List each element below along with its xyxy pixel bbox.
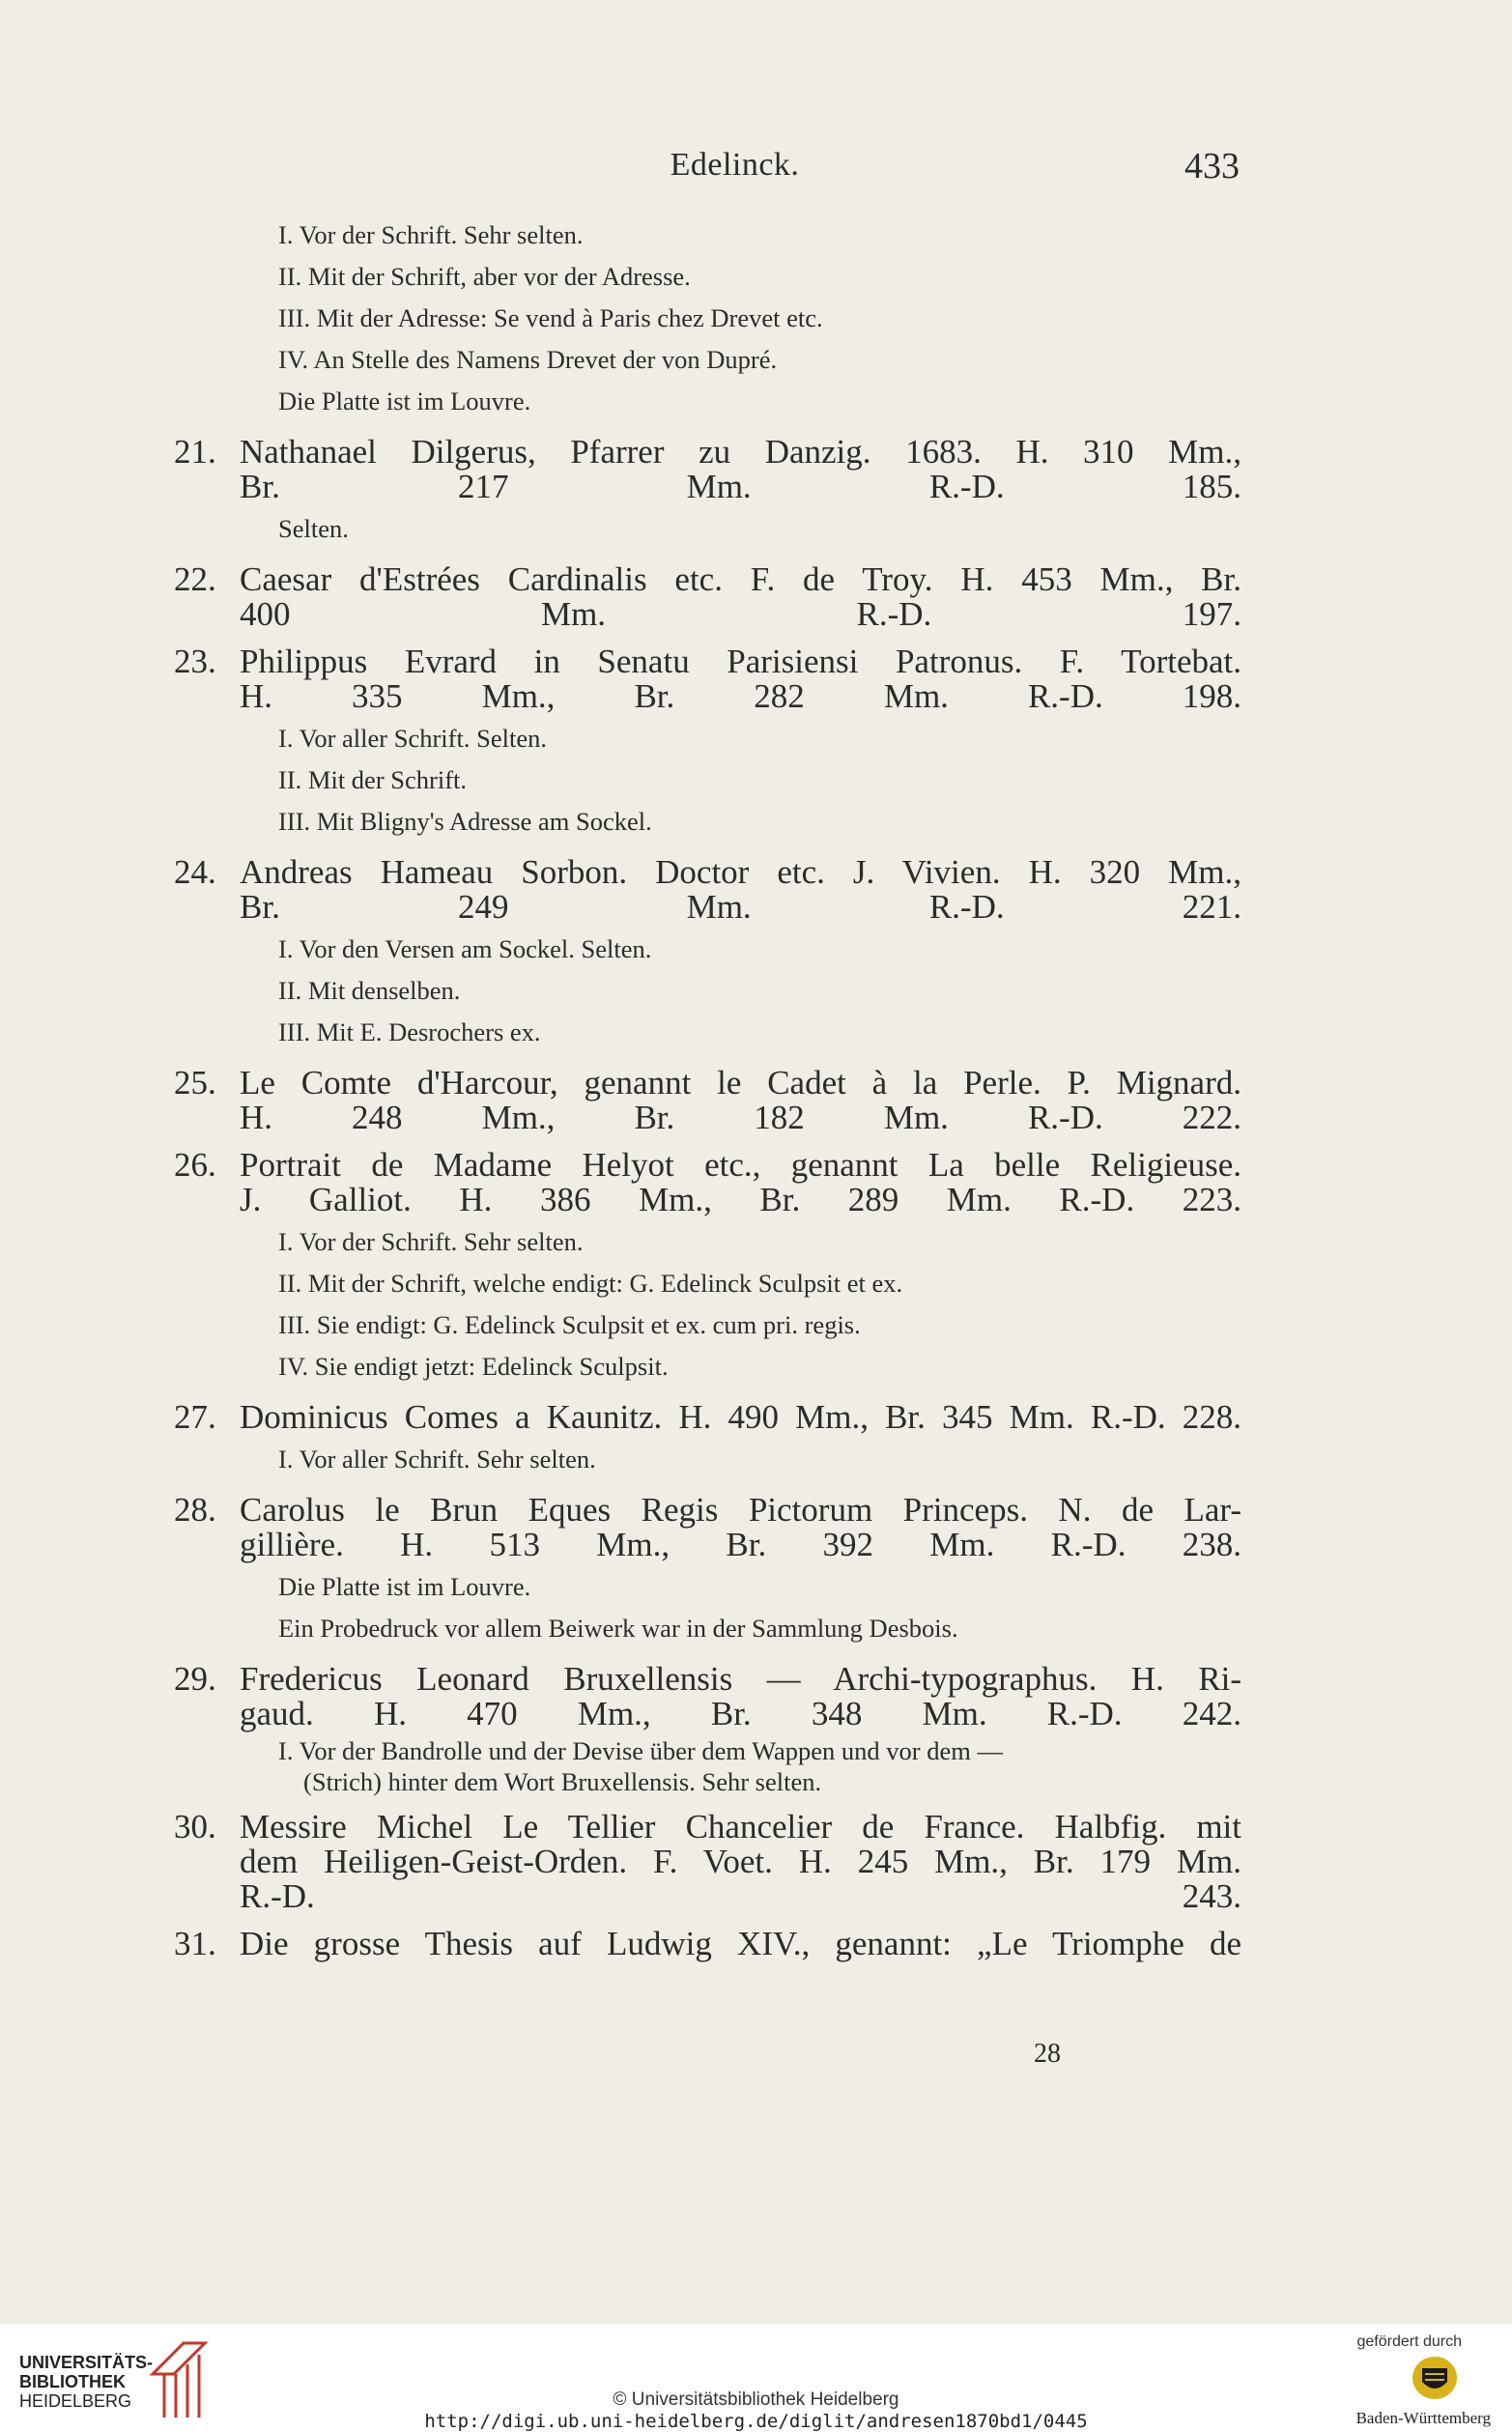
- entry-text-line: gillière. H. 513 Mm., Br. 392 Mm. R.-D. 238.: [240, 1526, 1241, 1563]
- entry-text-line: R.-D. 243.: [240, 1877, 1241, 1915]
- entry-number: 22.: [174, 560, 216, 598]
- permalink-url[interactable]: http://digi.ub.uni-heidelberg.de/diglit/andresen1870bd1/0445: [424, 2411, 1088, 2432]
- state-note: Die Platte ist im Louvre.: [278, 386, 531, 415]
- library-name-line2: BIBLIOTHEK: [19, 2372, 126, 2391]
- entry-text-line: Carolus le Brun Eques Regis Pictorum Princeps. N. de Lar-: [240, 1491, 1241, 1529]
- catalogue-entry: [164, 1148, 1241, 1217]
- entry-number: 26.: [174, 1146, 216, 1184]
- catalogue-entry: [164, 1066, 1241, 1135]
- running-head: Edelinck.: [670, 147, 800, 183]
- page-body: [164, 215, 1241, 1965]
- state-note: II. Mit der Schrift.: [278, 765, 468, 794]
- library-name-line3: HEIDELBERG: [19, 2391, 132, 2411]
- state-note: II. Mit denselben.: [278, 976, 461, 1005]
- state-note-line: I. Vor der Bandrolle und der Devise über dem Wappen und vor dem —: [278, 1736, 1003, 1765]
- state-note: IV. An Stelle des Namens Drevet der von Dupré.: [278, 345, 778, 374]
- state-note: [278, 1735, 1241, 1797]
- state-note: II. Mit der Schrift, welche endigt: G. Edelinck Sculpsit et ex.: [278, 1269, 903, 1298]
- entry-number: 31.: [174, 1925, 216, 1962]
- entry-number: 29.: [174, 1660, 216, 1698]
- entry-text-line: Caesar d'Estrées Cardinalis etc. F. de Troy. H. 453 Mm., Br.: [240, 560, 1241, 598]
- entry-number: 28.: [174, 1491, 216, 1529]
- state-note: I. Vor der Schrift. Sehr selten.: [278, 220, 584, 249]
- entry-text-line: Messire Michel Le Tellier Chancelier de France. Halbfig. mit: [240, 1808, 1241, 1845]
- footer-bar: [0, 2324, 1512, 2432]
- entry-text-line: H. 335 Mm., Br. 282 Mm. R.-D. 198.: [240, 677, 1241, 715]
- state-note: III. Sie endigt: G. Edelinck Sculpsit et ex. cum pri. regis.: [278, 1310, 861, 1339]
- state-note: I. Vor aller Schrift. Sehr selten.: [278, 1445, 596, 1474]
- catalogue-entry: [164, 1810, 1241, 1914]
- entry-text-line: Andreas Hameau Sorbon. Doctor etc. J. Vivien. H. 320 Mm.,: [240, 853, 1241, 891]
- catalogue-entry: [164, 1927, 1241, 1961]
- state-note: III. Mit der Adresse: Se vend à Paris chez Drevet etc.: [278, 303, 823, 332]
- entry-number: 23.: [174, 643, 216, 680]
- state-note: III. Mit E. Desrochers ex.: [278, 1017, 541, 1046]
- entry-text-line: Le Comte d'Harcour, genannt le Cadet à la Perle. P. Mignard.: [240, 1064, 1241, 1102]
- catalogue-entry: [164, 1493, 1241, 1562]
- entry-text-line: H. 248 Mm., Br. 182 Mm. R.-D. 222.: [240, 1099, 1241, 1136]
- copyright-notice: © Universitätsbibliothek Heidelberg: [613, 2389, 899, 2410]
- catalogue-entry: [164, 435, 1241, 504]
- entry-text-line: Dominicus Comes a Kaunitz. H. 490 Mm., Br. 345 Mm. R.-D. 228.: [240, 1398, 1241, 1436]
- entry-number: 30.: [174, 1808, 216, 1845]
- state-note: III. Mit Bligny's Adresse am Sockel.: [278, 807, 652, 836]
- entry-text-line: Die grosse Thesis auf Ludwig XIV., genannt: „Le Triomphe de: [240, 1925, 1241, 1962]
- state-note: Die Platte ist im Louvre.: [278, 1572, 531, 1601]
- state-note: II. Mit der Schrift, aber vor der Adresse.: [278, 262, 691, 291]
- entry-text-line: dem Heiligen-Geist-Orden. F. Voet. H. 245 Mm., Br. 179 Mm.: [240, 1843, 1241, 1880]
- state-note: IV. Sie endigt jetzt: Edelinck Sculpsit.: [278, 1352, 669, 1381]
- sponsor-label: gefördert durch: [1356, 2333, 1462, 2350]
- entry-text-line: Br. 249 Mm. R.-D. 221.: [240, 888, 1241, 926]
- state-note: I. Vor der Schrift. Sehr selten.: [278, 1227, 584, 1256]
- catalogue-entry: [164, 562, 1241, 632]
- state-note: I. Vor den Versen am Sockel. Selten.: [278, 934, 652, 963]
- state-note: I. Vor aller Schrift. Selten.: [278, 724, 547, 753]
- page-header: [230, 143, 1240, 191]
- catalogue-entry: [164, 1400, 1241, 1435]
- state-note: Ein Probedruck vor allem Beiwerk war in der Sammlung Desbois.: [278, 1614, 958, 1643]
- library-name-line1: UNIVERSITÄTS-: [19, 2353, 154, 2372]
- entry-number: 25.: [174, 1064, 216, 1102]
- entry-text-line: Fredericus Leonard Bruxellensis — Archi-typographus. H. Ri-: [240, 1660, 1241, 1698]
- page-number: 433: [1184, 146, 1240, 186]
- state-note-line: (Strich) hinter dem Wort Bruxellensis. Sehr selten.: [303, 1767, 822, 1796]
- entry-text-line: gaud. H. 470 Mm., Br. 348 Mm. R.-D. 242.: [240, 1695, 1241, 1732]
- sponsor-crest-icon[interactable]: [1411, 2355, 1459, 2406]
- state-note: Selten.: [278, 514, 349, 543]
- entry-text-line: 400 Mm. R.-D. 197.: [240, 595, 1241, 633]
- entry-text-line: Philippus Evrard in Senatu Parisiensi Patronus. F. Tortebat.: [240, 643, 1241, 680]
- entry-text-line: Br. 217 Mm. R.-D. 185.: [240, 468, 1241, 505]
- entry-text-line: Nathanael Dilgerus, Pfarrer zu Danzig. 1683. H. 310 Mm.,: [240, 433, 1241, 471]
- entry-number: 21.: [174, 433, 216, 471]
- entry-number: 24.: [174, 853, 216, 891]
- sponsor-name: Baden-Württemberg: [1355, 2409, 1491, 2427]
- signature-mark: 28: [1034, 2039, 1061, 2069]
- catalogue-entry: [164, 855, 1241, 925]
- entry-number: 27.: [174, 1398, 216, 1436]
- entry-text-line: J. Galliot. H. 386 Mm., Br. 289 Mm. R.-D. 223.: [240, 1181, 1241, 1218]
- catalogue-entry: [164, 644, 1241, 714]
- entry-text-line: Portrait de Madame Helyot etc., genannt La belle Religieuse.: [240, 1146, 1241, 1184]
- catalogue-entry: [164, 1662, 1241, 1731]
